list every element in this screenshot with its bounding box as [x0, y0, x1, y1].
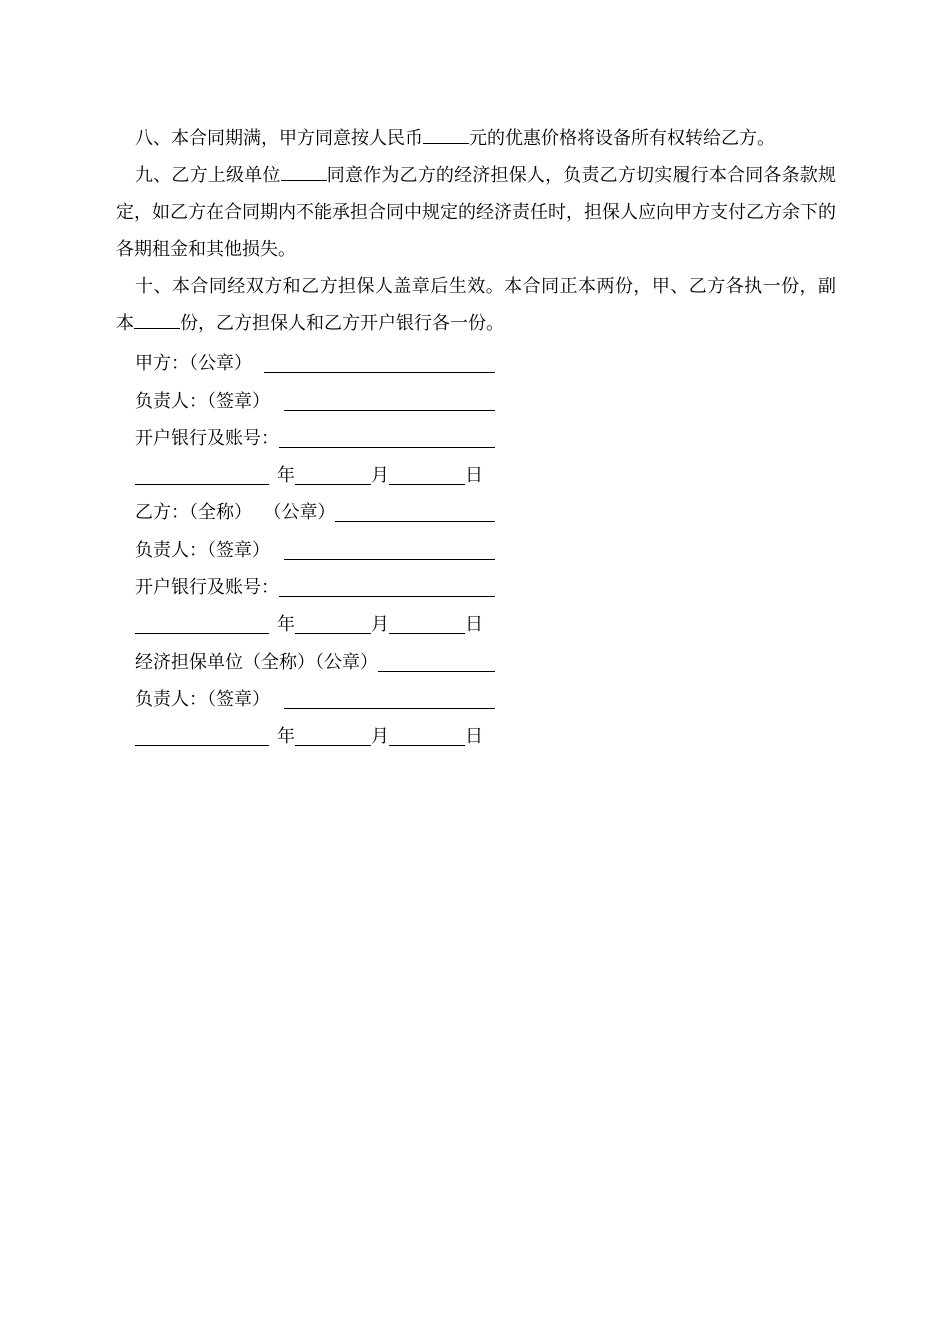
contract-clauses [116, 120, 836, 342]
party-b-label: 乙方：（全称） （公章） [135, 502, 336, 524]
superior-unit-blank [281, 164, 327, 181]
party-a-seal-field[interactable] [264, 348, 495, 373]
signature-block [135, 345, 495, 755]
copies-blank [134, 312, 180, 329]
party-b-seal-row [135, 494, 495, 531]
month-label: 月 [371, 726, 389, 748]
guarantor-day-field[interactable] [389, 721, 465, 746]
party-a-responsible-field[interactable] [284, 386, 495, 411]
party-a-seal-row [135, 345, 495, 382]
clause-10-text-before: 十、本合同经双方和乙方担保人盖章后生效。本合同正本两份，甲、乙方各执一份，副本 [116, 276, 836, 334]
party-b-month-field[interactable] [295, 609, 371, 634]
clause-8 [116, 120, 836, 157]
party-a-bank-row [135, 420, 495, 457]
guarantor-label: 经济担保单位（全称）（公章） [135, 651, 378, 673]
clause-9-text-before: 九、乙方上级单位 [135, 165, 281, 186]
party-a-month-field[interactable] [295, 460, 371, 485]
day-label: 日 [465, 614, 483, 636]
price-blank [423, 127, 469, 144]
party-a-year-field[interactable] [135, 460, 269, 485]
party-a-day-field[interactable] [389, 460, 465, 485]
party-b-responsible-field[interactable] [284, 535, 495, 560]
party-a-responsible-row [135, 382, 495, 419]
party-b-bank-label: 开户银行及账号： [135, 577, 279, 599]
clause-10-text-after: 份，乙方担保人和乙方开户银行各一份。 [180, 313, 504, 334]
guarantor-responsible-row [135, 681, 495, 718]
party-b-year-field[interactable] [135, 609, 269, 634]
guarantor-seal-field[interactable] [378, 647, 495, 672]
guarantor-responsible-label: 负责人：（签章） [135, 688, 270, 710]
guarantor-responsible-field[interactable] [284, 684, 495, 709]
party-b-responsible-label: 负责人：（签章） [135, 539, 270, 561]
month-label: 月 [371, 465, 389, 487]
clause-10 [116, 268, 836, 342]
party-b-seal-field[interactable] [335, 497, 495, 522]
party-a-label: 甲方：（公章） [135, 353, 252, 375]
party-b-responsible-row [135, 531, 495, 568]
party-b-bank-row [135, 569, 495, 606]
month-label: 月 [371, 614, 389, 636]
party-b-bank-field[interactable] [279, 572, 495, 597]
party-b-date-row [135, 606, 495, 643]
year-label: 年 [277, 465, 295, 487]
guarantor-year-field[interactable] [135, 721, 269, 746]
guarantor-month-field[interactable] [295, 721, 371, 746]
party-a-bank-label: 开户银行及账号： [135, 427, 279, 449]
year-label: 年 [277, 726, 295, 748]
clause-8-text-before: 八、本合同期满，甲方同意按人民币 [135, 128, 423, 149]
day-label: 日 [465, 726, 483, 748]
clause-9 [116, 157, 836, 268]
party-a-date-row [135, 457, 495, 494]
party-b-day-field[interactable] [389, 609, 465, 634]
year-label: 年 [277, 614, 295, 636]
day-label: 日 [465, 465, 483, 487]
guarantor-seal-row [135, 643, 495, 680]
clause-8-text-after: 元的优惠价格将设备所有权转给乙方。 [469, 128, 775, 149]
party-a-responsible-label: 负责人：（签章） [135, 390, 270, 412]
party-a-bank-field[interactable] [279, 423, 495, 448]
clause-9-text-after: 同意作为乙方的经济担保人，负责乙方切实履行本合同各条款规定，如乙方在合同期内不能承担合同中规定的经济责任时，担保人应向甲方支付乙方余下的各期租金和其他损失。 [116, 165, 837, 260]
guarantor-date-row [135, 718, 495, 755]
